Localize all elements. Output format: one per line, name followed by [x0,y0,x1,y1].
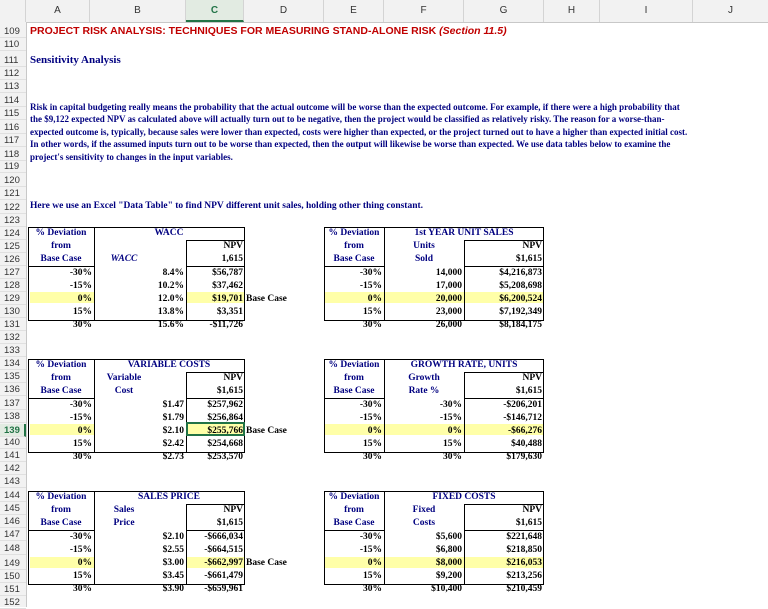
row-header-130[interactable]: 130 [0,305,26,318]
growth-input-cell: 30% [443,452,462,462]
row-header-147[interactable]: 147 [0,528,26,541]
units-input-cell: 23,000 [435,307,462,317]
units-npv-cell[interactable]: $7,192,349 [499,307,542,317]
deviation-cell: 30% [73,452,92,462]
npv-col-border [464,504,465,585]
row-header-120[interactable]: 120 [0,174,26,187]
deviation-cell: -30% [69,400,92,410]
deviation-cell: 30% [73,584,92,594]
deviation-cell: 0% [77,294,92,304]
deviation-cell: 0% [367,426,382,436]
row-header-125[interactable]: 125 [0,240,26,253]
wacc-npv-cell[interactable]: -$11,726 [209,320,243,330]
wacc-input-cell: 10.2% [157,281,184,291]
column-header-b[interactable]: B [90,0,186,22]
deviation-cell: 30% [73,320,92,330]
price-input-cell: $3.45 [162,571,184,581]
fixed-input-cell: $8,000 [435,558,462,568]
row-header-150[interactable]: 150 [0,570,26,583]
varcost-input-cell: $1.79 [162,413,184,423]
units-npv-base: $1,615 [515,254,542,264]
growth-npv-cell[interactable]: -$146,712 [503,413,542,423]
varcost-sub-2: Cost [114,386,134,396]
deviation-header: from [51,373,71,383]
wacc-input-cell: 13.8% [157,307,184,317]
row-header-151[interactable]: 151 [0,583,26,596]
growth-input-cell: 15% [443,439,462,449]
column-header-c[interactable]: C [186,0,244,22]
row-header-148[interactable]: 148 [0,542,26,555]
npv-col-border [186,372,187,453]
units-sub-1: Units [413,241,435,251]
deviation-header: Base Case [40,386,82,396]
npv-col-border [186,240,187,321]
varcost-npv-cell[interactable]: $253,570 [207,452,243,462]
row-header-121[interactable]: 121 [0,187,26,200]
wacc-input-cell: 12.0% [157,294,184,304]
deviation-header: Base Case [40,254,82,264]
deviation-header: from [51,505,71,515]
base-case-label: Base Case [246,294,287,304]
row-header-124[interactable]: 124 [0,227,26,240]
price-npv-cell[interactable]: -$664,515 [204,545,243,555]
row-header-134[interactable]: 134 [0,357,26,370]
title-section: (Section 11.5) [439,25,507,37]
deviation-header: from [51,241,71,251]
fixed-npv-cell[interactable]: $213,256 [506,571,542,581]
deviation-header: % Deviation [35,360,87,370]
fixed-npv-cell[interactable]: $221,648 [506,532,542,542]
deviation-header: % Deviation [35,492,87,502]
row-header-123[interactable]: 123 [0,214,26,227]
deviation-cell: 30% [363,452,382,462]
column-header-e[interactable]: E [324,0,384,22]
varcost-input-cell: $1.47 [162,400,184,410]
risk-paragraph: Risk in capital budgeting really means the probability that the actual outcome will be worse than the expected outcome. For example, if there were a high probability that the $9,122 expected NPV as calculated above will actually turn out to be negative, then the project would be classified as relatively risky. The reason for a worse-than-expected outcome is, typically, because sales were lower than expected, costs were higher than expected, or the project turned out to have a higher than expected initial cost. In other words, if the assumed inputs turn out to be worse than expected, then the output will likewise be worse than expected. We use data tables below to examine the project's sensitivity to changes in the input variables. [30,102,688,162]
npv-rule [464,504,544,505]
wacc-input-cell: 15.6% [157,320,184,330]
units-npv-cell[interactable]: $6,200,524 [499,294,542,304]
row-header-110[interactable]: 110 [0,38,26,51]
row-header-111[interactable]: 111 [0,54,26,67]
row-header-149[interactable]: 149 [0,557,26,570]
fixed-npv-label: NPV [522,505,542,515]
growth-npv-label: NPV [522,373,542,383]
row-header-128[interactable]: 128 [0,279,26,292]
fixed-input-cell: $5,600 [435,532,462,542]
deviation-cell: -30% [359,532,382,542]
row-header-145[interactable]: 145 [0,502,26,515]
wacc-title: WACC [154,228,184,238]
deviation-cell: -15% [359,545,382,555]
column-header-j[interactable]: J [728,5,733,16]
deviation-header: Base Case [333,518,375,528]
column-header-h[interactable]: H [544,0,600,22]
row-header-146[interactable]: 146 [0,515,26,528]
varcost-npv-cell[interactable]: $256,864 [207,413,243,423]
row-header-135[interactable]: 135 [0,370,26,383]
varcost-title: VARIABLE COSTS [127,360,211,370]
deviation-cell: 0% [77,558,92,568]
deviation-header: Base Case [40,518,82,528]
npv-rule [464,240,544,241]
deviation-cell: 15% [363,307,382,317]
row-header-141[interactable]: 141 [0,449,26,462]
row-header-127[interactable]: 127 [0,266,26,279]
column-header-g[interactable]: G [464,0,544,22]
wacc-npv-base: 1,615 [221,254,243,264]
section-subtitle: Sensitivity Analysis [30,54,121,66]
deviation-cell: 15% [363,439,382,449]
growth-npv-base: $1,615 [515,386,542,396]
row-header-133[interactable]: 133 [0,344,26,357]
deviation-cell: -15% [69,281,92,291]
row-header-115[interactable]: 115 [0,107,26,120]
npv-rule [186,240,244,241]
base-case-label: Base Case [246,426,287,436]
varcost-npv-base: $1,615 [216,386,243,396]
price-npv-label: NPV [223,505,243,515]
deviation-cell: 30% [363,320,382,330]
price-npv-cell[interactable]: -$666,034 [204,532,243,542]
growth-sub-2: Rate % [408,386,440,396]
deviation-cell: 15% [73,571,92,581]
price-input-cell: $2.55 [162,545,184,555]
units-input-cell: 17,000 [435,281,462,291]
fixed-title: FIXED COSTS [432,492,496,502]
growth-npv-cell[interactable]: $40,488 [511,439,542,449]
wacc-sub-1 [94,240,154,253]
column-header-i[interactable]: I [600,0,693,22]
deviation-cell: 0% [367,558,382,568]
npv-col-border [244,240,245,321]
column-header-d[interactable]: D [244,0,324,22]
row-header-113[interactable]: 113 [0,80,26,93]
npv-col-border [244,372,245,453]
price-sub-1: Sales [113,505,135,515]
price-npv-cell[interactable]: -$661,479 [204,571,243,581]
npv-col-border [244,504,245,585]
price-npv-base: $1,615 [216,518,243,528]
units-title: 1st YEAR UNIT SALES [414,228,514,238]
intro-text: Here we use an Excel "Data Table" to find NPV different unit sales, holding other thing constant. [30,201,424,211]
units-input-cell: 20,000 [435,294,462,304]
deviation-cell: -30% [359,400,382,410]
price-npv-cell[interactable]: -$662,997 [204,558,243,568]
wacc-npv-cell[interactable]: $3,351 [216,307,243,317]
wacc-input-cell: 8.4% [162,268,184,278]
varcost-npv-cell[interactable]: $257,962 [207,400,243,410]
price-input-cell: $3.00 [162,558,184,568]
wacc-npv-label: NPV [223,241,243,251]
deviation-cell: -15% [359,281,382,291]
units-npv-cell[interactable]: $4,216,873 [499,268,542,278]
row-header-114[interactable]: 114 [0,94,26,107]
row-header-109[interactable]: 109 [0,25,26,38]
varcost-sub-1: Variable [106,373,142,383]
growth-input-cell: -15% [439,413,462,423]
fixed-sub-1: Fixed [412,505,436,515]
growth-title: GROWTH RATE, UNITS [410,360,518,370]
wacc-npv-cell[interactable]: $37,462 [212,281,243,291]
deviation-header: Base Case [333,386,375,396]
fixed-input-cell: $6,800 [435,545,462,555]
units-input-cell: 14,000 [435,268,462,278]
deviation-cell: -15% [359,413,382,423]
varcost-input-cell: $2.73 [162,452,184,462]
wacc-npv-cell[interactable]: $19,701 [212,294,243,304]
row-header-119[interactable]: 119 [0,160,26,173]
select-all-corner[interactable] [0,0,26,22]
fixed-input-cell: $9,200 [435,571,462,581]
row-header-140[interactable]: 140 [0,436,26,449]
deviation-cell: 15% [363,571,382,581]
npv-rule [464,372,544,373]
deviation-header: from [344,241,364,251]
npv-col-border [186,504,187,585]
row-header-142[interactable]: 142 [0,462,26,475]
deviation-header: from [344,505,364,515]
npv-rule [186,372,244,373]
price-title: SALES PRICE [137,492,201,502]
price-input-cell: $3.90 [162,584,184,594]
growth-input-cell: 0% [447,426,462,436]
row-header-117[interactable]: 117 [0,134,26,147]
row-header-152[interactable]: 152 [0,596,26,609]
deviation-cell: 15% [73,439,92,449]
growth-sub-1: Growth [408,373,440,383]
fixed-npv-cell[interactable]: $218,850 [506,545,542,555]
fixed-sub-2: Costs [412,518,436,528]
column-header-a[interactable]: A [26,0,90,22]
growth-npv-cell[interactable]: -$66,276 [507,426,542,436]
price-npv-cell[interactable]: -$659,961 [204,584,243,594]
deviation-cell: 15% [73,307,92,317]
row-header-131[interactable]: 131 [0,318,26,331]
units-input-cell: 26,000 [435,320,462,330]
units-sub-2: Sold [415,254,433,264]
row-header-132[interactable]: 132 [0,331,26,344]
deviation-cell: 30% [363,584,382,594]
fixed-npv-base: $1,615 [515,518,542,528]
units-npv-cell[interactable]: $8,184,175 [499,320,542,330]
deviation-cell: -30% [69,532,92,542]
title-text: PROJECT RISK ANALYSIS: TECHNIQUES FOR MEASURING STAND-ALONE RISK [30,25,437,37]
deviation-cell: -15% [69,545,92,555]
deviation-header: from [344,373,364,383]
deviation-header: % Deviation [328,492,380,502]
row-header-116[interactable]: 116 [0,121,26,134]
row-header-126[interactable]: 126 [0,253,26,266]
row-header-bar [0,22,27,607]
row-header-122[interactable]: 122 [0,201,26,214]
growth-npv-cell[interactable]: $179,630 [506,452,542,462]
row-header-136[interactable]: 136 [0,383,26,396]
fixed-npv-cell[interactable]: $210,459 [506,584,542,594]
growth-input-cell: -30% [439,400,462,410]
row-header-143[interactable]: 143 [0,475,26,488]
page-title [30,25,507,38]
varcost-npv-label: NPV [223,373,243,383]
units-npv-cell[interactable]: $5,208,698 [499,281,542,291]
varcost-npv-cell[interactable]: $255,766 [207,426,243,436]
deviation-cell: 0% [367,294,382,304]
deviation-cell: -30% [69,268,92,278]
npv-rule [186,504,244,505]
wacc-npv-cell[interactable]: $56,787 [212,268,243,278]
fixed-input-cell: $10,400 [431,584,462,594]
row-header-118[interactable]: 118 [0,148,26,161]
column-header-bar [0,0,768,23]
growth-npv-cell[interactable]: -$206,201 [503,400,542,410]
deviation-cell: 0% [77,426,92,436]
fixed-npv-cell[interactable]: $216,053 [506,558,542,568]
deviation-header: % Deviation [35,228,87,238]
base-case-label: Base Case [246,558,287,568]
varcost-npv-cell[interactable]: $254,668 [207,439,243,449]
deviation-cell: -30% [359,268,382,278]
column-header-f[interactable]: F [384,0,464,22]
varcost-input-cell: $2.42 [162,439,184,449]
deviation-cell: -15% [69,413,92,423]
row-header-138[interactable]: 138 [0,410,26,423]
wacc-sub-2: WACC [110,254,138,264]
varcost-input-cell: $2.10 [162,426,184,436]
row-header-144[interactable]: 144 [0,489,26,502]
row-header-112[interactable]: 112 [0,67,26,80]
npv-col-border [464,240,465,321]
active-cell[interactable] [186,422,245,436]
row-header-139[interactable]: 139 [0,424,26,437]
deviation-header: % Deviation [328,228,380,238]
price-sub-2: Price [113,518,135,528]
deviation-header: Base Case [333,254,375,264]
units-npv-label: NPV [522,241,542,251]
price-input-cell: $2.10 [162,532,184,542]
deviation-header: % Deviation [328,360,380,370]
row-header-129[interactable]: 129 [0,292,26,305]
row-header-137[interactable]: 137 [0,397,26,410]
npv-col-border [464,372,465,453]
